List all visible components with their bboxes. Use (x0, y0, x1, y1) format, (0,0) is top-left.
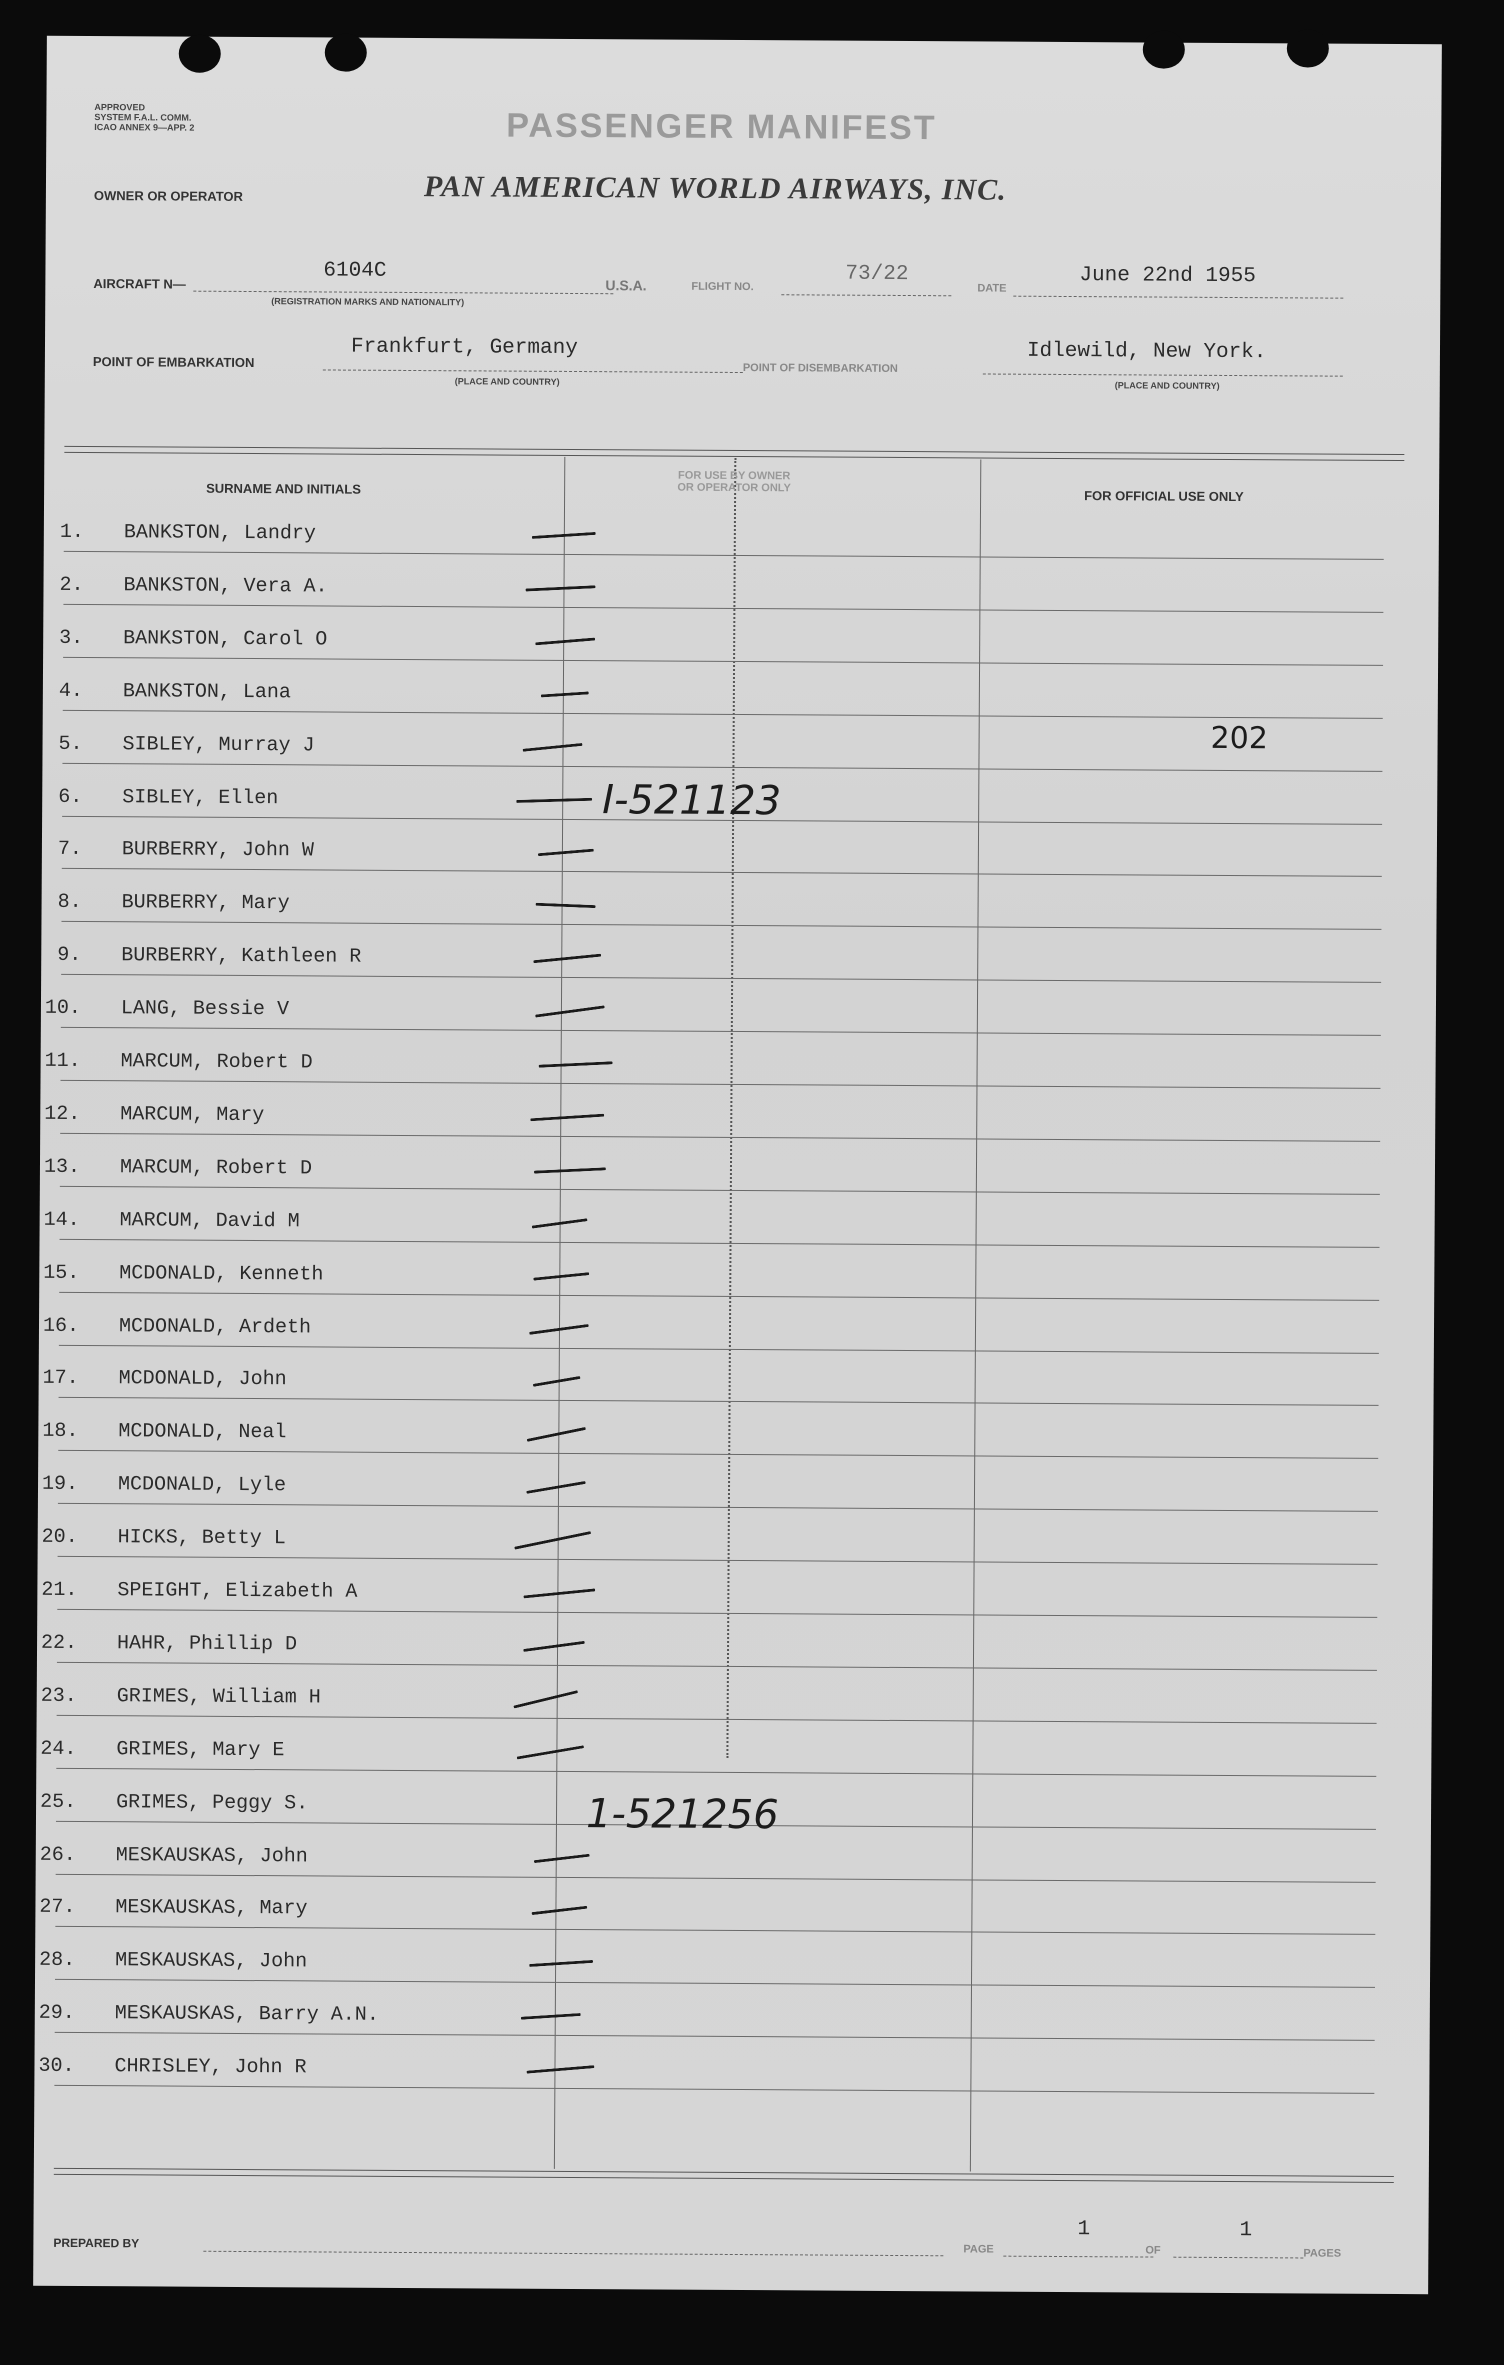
check-mark (523, 1588, 595, 1598)
aircraft-value: 6104C (323, 259, 387, 283)
passenger-number: 18. (42, 1419, 79, 1443)
row-line (60, 1133, 1380, 1142)
usa-label: U.S.A. (605, 277, 647, 294)
check-mark (533, 1272, 589, 1280)
row-line (60, 1239, 1380, 1248)
passenger-number: 12. (44, 1102, 81, 1126)
embark-value: Frankfurt, Germany (350, 335, 578, 361)
flight-value: 73/22 (845, 262, 909, 287)
row-line (59, 1292, 1379, 1301)
disembark-underline (983, 373, 1343, 376)
row-line (64, 551, 1384, 560)
passenger-name: SPEIGHT, Elizabeth A (117, 1579, 358, 1604)
passenger-number: 26. (39, 1843, 76, 1867)
passenger-number: 14. (43, 1208, 80, 1232)
date-label: DATE (977, 282, 1007, 295)
passenger-name: HICKS, Betty L (117, 1526, 286, 1551)
passenger-name: BANKSTON, Vera A. (123, 574, 328, 599)
row-line (62, 763, 1382, 772)
row-line (59, 1397, 1379, 1406)
embark-caption: (PLACE AND COUNTRY) (454, 376, 560, 387)
passenger-number: 11. (44, 1049, 81, 1073)
passenger-name: MCDONALD, Lyle (117, 1473, 287, 1498)
embark-label: POINT OF EMBARKATION (92, 354, 255, 371)
flight-label: FLIGHT NO. (691, 280, 754, 294)
row-line (56, 1768, 1376, 1777)
passenger-name: BANKSTON, Lana (122, 680, 291, 705)
row-line (55, 2032, 1375, 2041)
check-mark (525, 585, 595, 591)
check-mark (533, 1376, 581, 1387)
passenger-number: 23. (40, 1684, 77, 1708)
passenger-number: 29. (38, 2001, 75, 2025)
official-number: 202 (1210, 720, 1268, 757)
row-line (58, 1450, 1378, 1459)
passenger-name: MCDONALD, Neal (118, 1420, 287, 1445)
check-mark (526, 2065, 594, 2074)
passenger-number: 20. (41, 1525, 78, 1549)
passenger-name: BANKSTON, Landry (123, 521, 316, 546)
passenger-number: 27. (39, 1895, 76, 1919)
prepared-label: PREPARED BY (53, 2235, 140, 2251)
check-mark (529, 1960, 593, 1967)
approved-line: APPROVED (94, 102, 145, 113)
passenger-name: BANKSTON, Carol O (123, 627, 328, 652)
row-line (57, 1715, 1377, 1724)
pages-label: PAGES (1303, 2247, 1342, 2260)
passenger-name: MESKAUSKAS, Barry A.N. (114, 2002, 379, 2027)
aircraft-label: AIRCRAFT N— (93, 276, 186, 292)
row-line (54, 2085, 1374, 2094)
check-mark (538, 849, 594, 857)
row-line (60, 1186, 1380, 1195)
passenger-name: GRIMES, Peggy S. (116, 1791, 309, 1816)
passenger-name: MARCUM, Robert D (120, 1050, 313, 1075)
check-mark (535, 1005, 605, 1017)
passenger-number: 1. (59, 520, 84, 544)
check-mark (521, 2013, 581, 2020)
passenger-number: 25. (40, 1790, 77, 1814)
embark-underline (323, 369, 743, 373)
check-mark (526, 1481, 586, 1494)
punch-hole (179, 35, 221, 73)
punch-hole (1143, 30, 1185, 68)
passenger-name: LANG, Bessie V (120, 997, 290, 1022)
of-underline (1173, 2257, 1303, 2259)
check-mark (541, 691, 589, 697)
column-header-official: FOR OFFICIAL USE ONLY (1084, 488, 1244, 505)
passenger-number: 10. (44, 996, 82, 1020)
of-label: OF (1145, 2244, 1161, 2257)
passenger-name: MCDONALD, Ardeth (118, 1315, 312, 1340)
page-label: PAGE (963, 2243, 994, 2256)
check-mark (516, 798, 592, 803)
column-header-owner-use (644, 469, 824, 494)
check-mark (539, 1061, 613, 1067)
passenger-name: MESKAUSKAS, John (115, 1844, 308, 1869)
handwritten-number: I-521123 (602, 777, 782, 825)
passenger-name: BURBERRY, Kathleen R (121, 944, 362, 969)
passenger-name: HAHR, Phillip D (116, 1632, 298, 1657)
passenger-number: 8. (57, 890, 82, 914)
row-line (55, 1926, 1375, 1935)
aircraft-underline (193, 291, 613, 295)
passenger-name: BURBERRY, John W (121, 838, 315, 863)
row-line (63, 710, 1383, 719)
check-mark (534, 1167, 606, 1173)
prepared-underline (203, 2251, 943, 2257)
passenger-name: SIBLEY, Ellen (122, 786, 279, 811)
check-mark (535, 638, 595, 646)
passenger-number: 30. (38, 2054, 75, 2078)
passenger-number: 19. (41, 1472, 79, 1496)
passenger-name: MARCUM, David M (119, 1209, 300, 1234)
passenger-name: MESKAUSKAS, Mary (115, 1896, 308, 1921)
approved-line: ICAO ANNEX 9—APP. 2 (94, 122, 195, 133)
row-line (63, 657, 1383, 666)
check-mark (523, 1641, 585, 1652)
passenger-name: CHRISLEY, John R (114, 2055, 307, 2080)
page-title: PASSENGER MANIFEST (506, 106, 937, 148)
date-underline (1013, 296, 1343, 299)
passenger-number: 22. (40, 1631, 78, 1655)
passenger-number: 9. (57, 943, 82, 967)
passenger-number: 15. (43, 1261, 80, 1285)
passenger-number: 21. (41, 1578, 78, 1602)
passenger-name: GRIMES, William H (116, 1685, 321, 1710)
check-mark (523, 743, 583, 752)
check-mark (527, 1427, 586, 1442)
date-value: June 22nd 1955 (1079, 264, 1256, 289)
check-mark (536, 903, 596, 908)
owner-label: OWNER OR OPERATOR (93, 188, 243, 204)
passenger-name: MARCUM, Robert D (119, 1156, 313, 1181)
owner-use-line-1: FOR USE BY OWNER (678, 469, 791, 483)
check-mark (530, 1114, 604, 1122)
check-mark (534, 1854, 590, 1863)
row-line (57, 1609, 1377, 1618)
punch-hole (325, 33, 367, 71)
passenger-number: 3. (59, 626, 84, 650)
page-value: 1 (1077, 2218, 1091, 2242)
passenger-number: 16. (42, 1314, 80, 1338)
passenger-name: SIBLEY, Murray J (122, 733, 315, 758)
registration-caption: (REGISTRATION MARKS AND NATIONALITY) (271, 296, 465, 308)
passenger-name: MARCUM, Mary (120, 1103, 265, 1128)
disembark-label: POINT OF DISEMBARKATION (742, 362, 898, 375)
row-line (62, 868, 1382, 877)
passenger-name: GRIMES, Mary E (116, 1738, 285, 1763)
owner-use-dotted-divider (726, 458, 736, 1758)
passenger-name: MCDONALD, Kenneth (119, 1262, 324, 1287)
disembark-caption: (PLACE AND COUNTRY) (1114, 380, 1220, 391)
row-line (57, 1662, 1377, 1671)
owner-use-line-2: OR OPERATOR ONLY (677, 481, 791, 495)
row-line (61, 921, 1381, 930)
row-line (56, 1874, 1376, 1883)
check-mark (513, 1690, 578, 1708)
row-line (61, 974, 1381, 983)
row-line (63, 604, 1383, 613)
of-value: 1 (1239, 2219, 1253, 2243)
check-mark (531, 1906, 587, 1915)
punch-hole (1287, 29, 1329, 67)
passenger-number: 13. (43, 1155, 81, 1179)
row-line (58, 1556, 1378, 1565)
passenger-number: 5. (58, 732, 83, 756)
row-line (55, 1979, 1375, 1988)
passenger-name: MCDONALD, John (118, 1367, 287, 1392)
passenger-number: 17. (42, 1366, 79, 1390)
disembark-value: Idlewild, New York. (1026, 339, 1267, 365)
page-underline (1003, 2256, 1153, 2258)
row-line (61, 1080, 1381, 1089)
passenger-number: 28. (39, 1948, 76, 1972)
passenger-number: 24. (40, 1737, 77, 1761)
approved-block (94, 102, 194, 133)
flight-underline (781, 294, 951, 296)
passenger-number: 7. (57, 837, 83, 861)
passenger-number: 2. (59, 573, 84, 597)
row-line (61, 1027, 1381, 1036)
approved-line: SYSTEM F.A.L. COMM. (94, 112, 192, 123)
row-line (58, 1503, 1378, 1512)
passenger-name: BURBERRY, Mary (121, 891, 290, 916)
check-mark (517, 1745, 585, 1759)
check-mark (533, 954, 601, 964)
column-header-surname: SURNAME AND INITIALS (206, 480, 361, 497)
handwritten-number: 1-521256 (585, 1791, 779, 1839)
passenger-number: 6. (58, 785, 83, 809)
check-mark (514, 1531, 591, 1550)
manifest-sheet (33, 36, 1442, 2294)
passenger-number: 4. (58, 679, 83, 703)
owner-value: PAN AMERICAN WORLD AIRWAYS, INC. (423, 170, 1007, 207)
row-line (59, 1345, 1379, 1354)
passenger-name: MESKAUSKAS, John (115, 1949, 308, 1974)
